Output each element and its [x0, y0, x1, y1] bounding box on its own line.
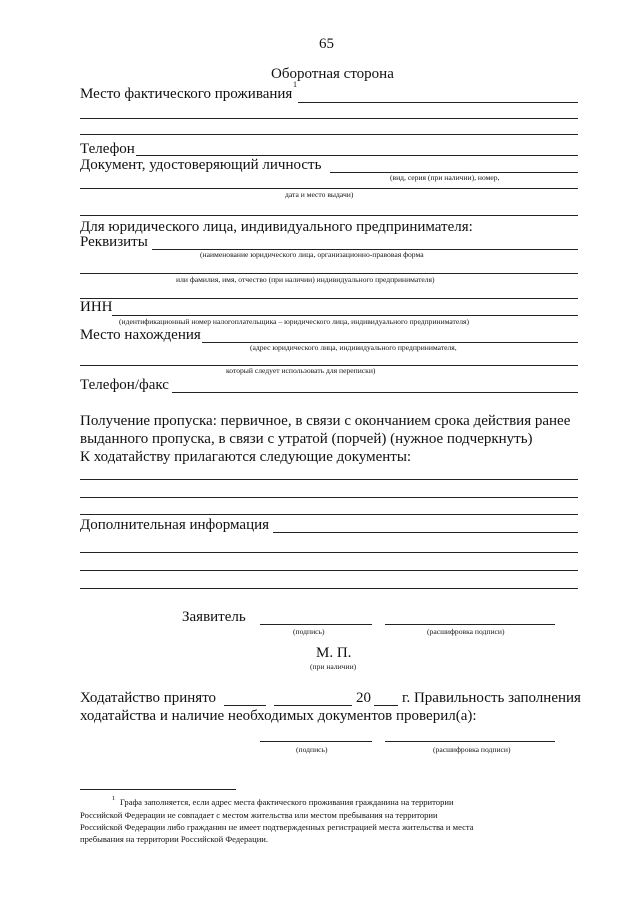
requisites-input-line-3[interactable]: [80, 298, 578, 299]
documents-input-line-1[interactable]: [80, 479, 578, 480]
acceptance-label: Ходатайство принято: [80, 690, 217, 706]
pass-text-line-1: Получение пропуска: первичное, в связи с окончанием срока действия ранее: [80, 413, 571, 429]
checker-decode-line[interactable]: [385, 741, 555, 742]
inn-label: ИНН: [80, 299, 113, 315]
acceptance-month-line[interactable]: [274, 705, 352, 706]
residence-input-line-3[interactable]: [80, 134, 578, 135]
extra-info-input-line[interactable]: [273, 532, 578, 533]
applicant-sign-hint: (подпись): [293, 627, 325, 636]
documents-attached-label: К ходатайству прилагаются следующие документы:: [80, 449, 412, 465]
location-hint-2: который следует использовать для переписки): [226, 366, 376, 375]
checker-decode-hint: (расшифровка подписи): [433, 745, 511, 754]
checker-sign-hint: (подпись): [296, 745, 328, 754]
residence-label: Место фактического проживания: [80, 86, 293, 102]
extra-info-input-line-4[interactable]: [80, 588, 578, 589]
page-heading: Оборотная сторона: [271, 66, 394, 82]
stamp-hint: (при наличии): [310, 662, 357, 671]
footnote-line-1: Графа заполняется, если адрес места фактического проживания гражданина на территории: [120, 797, 454, 807]
phone-fax-label: Телефон/факс: [80, 377, 169, 393]
phone-label: Телефон: [80, 141, 135, 157]
footnote-mark: 1: [293, 80, 297, 89]
requisites-hint-1: (наименование юридического лица, организационно-правовая форма: [200, 250, 424, 259]
checker-signature-line[interactable]: [260, 741, 372, 742]
phone-fax-input-line[interactable]: [172, 392, 578, 393]
id-document-input-line-2[interactable]: [80, 188, 578, 189]
phone-input-line[interactable]: [136, 155, 578, 156]
residence-input-line-2[interactable]: [80, 118, 578, 119]
requisites-input-line-2[interactable]: [80, 273, 578, 274]
footnote-number: 1: [112, 795, 116, 802]
acceptance-check-text: г. Правильность заполнения: [402, 690, 581, 706]
residence-input-line[interactable]: [298, 102, 578, 103]
requisites-label: Реквизиты: [80, 234, 148, 250]
footnote-separator: [80, 789, 236, 790]
id-document-hint-1: (вид, серия (при наличии), номер,: [390, 173, 500, 182]
id-document-hint-2: дата и место выдачи): [285, 190, 354, 199]
extra-info-input-line-3[interactable]: [80, 570, 578, 571]
acceptance-year-line[interactable]: [374, 705, 398, 706]
stamp-label: М. П.: [316, 645, 352, 661]
acceptance-text-line-2: ходатайства и наличие необходимых документов проверил(а):: [80, 708, 477, 724]
inn-input-line[interactable]: [112, 315, 578, 316]
applicant-decode-line[interactable]: [385, 624, 555, 625]
applicant-signature-line[interactable]: [260, 624, 372, 625]
inn-hint: (идентификационный номер налогоплательщика – юридического лица, индивидуального предпринимателя): [119, 317, 470, 326]
location-label: Место нахождения: [80, 327, 201, 343]
applicant-decode-hint: (расшифровка подписи): [427, 627, 505, 636]
footnote-line-4: пребывания на территории Российской Федерации.: [80, 834, 269, 844]
location-hint-1: (адрес юридического лица, индивидуального предпринимателя,: [250, 343, 457, 352]
footnote-line-2: Российской Федерации не совпадает с местом жительства или местом пребывания на территории: [80, 810, 438, 820]
page-number: 65: [319, 36, 334, 52]
footnote-line-3: Российской Федерации либо гражданин не имеет подтвержденных регистрацией места жительства и места: [80, 822, 474, 832]
extra-info-input-line-2[interactable]: [80, 552, 578, 553]
legal-heading: Для юридического лица, индивидуального предпринимателя:: [80, 219, 473, 235]
applicant-label: Заявитель: [182, 609, 246, 625]
pass-text-line-2: выданного пропуска, в связи с утратой (порчей) (нужное подчеркнуть): [80, 431, 533, 447]
acceptance-day-line[interactable]: [224, 705, 266, 706]
extra-info-label: Дополнительная информация: [80, 517, 270, 533]
documents-input-line-2[interactable]: [80, 497, 578, 498]
acceptance-year-prefix: 20: [356, 690, 371, 706]
requisites-hint-2: или фамилия, имя, отчество (при наличии) индивидуального предпринимателя): [176, 275, 435, 284]
id-document-input-line-3[interactable]: [80, 215, 578, 216]
id-document-label: Документ, удостоверяющий личность: [80, 157, 322, 173]
documents-input-line-3[interactable]: [80, 514, 578, 515]
